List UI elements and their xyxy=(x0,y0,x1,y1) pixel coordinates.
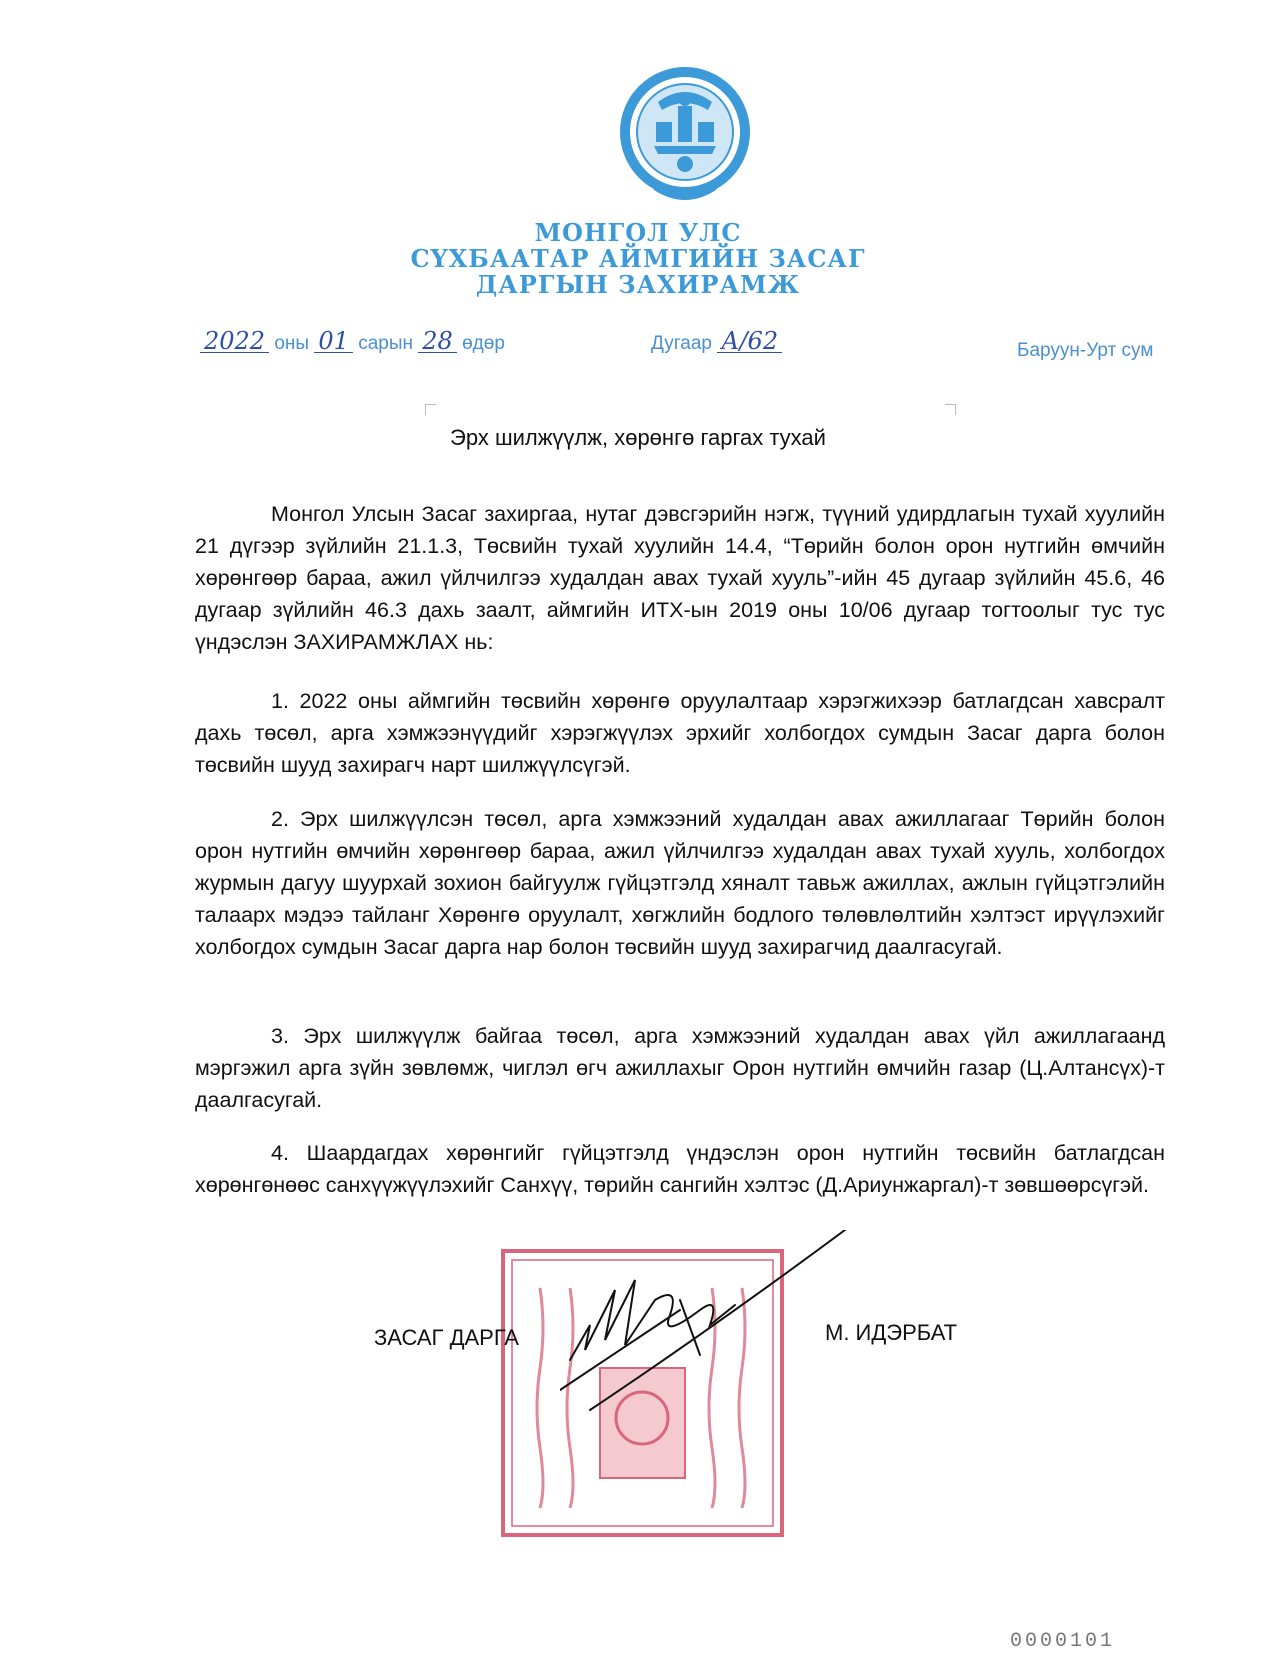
clause-1: 1. 2022 оны аймгийн төсвийн хөрөнгө оруулалтаар хэрэгжихээр батлагдсан хавсралт дахь төсөл, арга хэмжээнүүдийг хэрэгжүүлэх эрхийг холбогдох сумдын Засаг дарга болон төсвийн шууд захирагч нарт шилжүүлсүгэй. xyxy=(195,689,1165,777)
document-place: Баруун-Урт сум xyxy=(1017,340,1154,361)
document-number xyxy=(651,327,782,355)
clause-3: 3. Эрх шилжүүлж байгаа төсөл, арга хэмжээний худалдан авах үйл ажиллагаанд мэргэжил арга зүйн зөвлөмж, чиглэл өгч ажиллахыг Орон нутгийн өмчийн газар (Ц.Алтансүх)-т даалгасугай. xyxy=(195,1024,1165,1112)
signer-role: ЗАСАГ ДАРГА xyxy=(374,1325,519,1350)
title-corner-right xyxy=(945,404,956,415)
header-line-3: ДАРГЫН ЗАХИРАМЖ xyxy=(475,270,801,299)
signer-name: М. ИДЭРБАТ xyxy=(825,1320,958,1345)
footer-serial-number: 0000101 xyxy=(1010,1630,1116,1653)
date-year: 2022 xyxy=(200,330,269,353)
number-value: А/62 xyxy=(717,330,782,353)
document-date xyxy=(200,327,505,355)
document-title: Эрх шилжүүлж, хөрөнгө гаргах тухай xyxy=(450,425,826,450)
date-month: 01 xyxy=(314,330,353,353)
header-line-1: МОНГОЛ УЛС xyxy=(534,218,742,247)
date-year-label: оны xyxy=(274,333,310,354)
clause-4: 4. Шаардагдах хөрөнгийг гүйцэтгэлд үндэслэн орон нутгийн төсвийн батлагдсан хөрөнгөнөөс санхүүжүүлэхийг Санхүү, төрийн сангийн хэлтэс (Д.Ариунжаргал)-т зөвшөөрсүгэй. xyxy=(195,1141,1165,1197)
preamble-paragraph: Монгол Улсын Засаг захиргаа, нутаг дэвсгэрийн нэгж, түүний удирдлагын тухай хуулийн 21 дүгээр зүйлийн 21.1.3, Төсвийн тухай хуулийн 14.4, “Төрийн болон орон нутгийн өмчийн хөрөнгөөр бараа, ажил үйлчилгээ худалдан авах тухай хууль”-ийн 45 дугаар зүйлийн 45.6, 46 дугаар зүйлийн 46.3 дахь заалт, аймгийн ИТХ-ын 2019 оны 10/06 дугаар тогтоолыг тус тус үндэслэн ЗАХИРАМЖЛАХ нь: xyxy=(195,502,1165,654)
handwritten-signature-icon xyxy=(560,1230,870,1430)
state-emblem-icon xyxy=(618,62,752,212)
title-corner-left xyxy=(425,404,436,415)
date-month-label: сарын xyxy=(358,333,413,354)
date-day-label: өдөр xyxy=(462,333,505,354)
number-label: Дугаар xyxy=(651,333,712,354)
date-day: 28 xyxy=(418,330,457,353)
header-line-2: СҮХБААТАР АЙМГИЙН ЗАСАГ xyxy=(410,244,866,273)
clause-2: 2. Эрх шилжүүлсэн төсөл, арга хэмжээний худалдан авах ажиллагааг Төрийн болон орон нутгийн өмчийн хөрөнгөөр бараа, ажил үйлчилгээ худалдан авах тухай хууль, холбогдох журмын дагуу шуурхай зохион байгуулж гүйцэтгэлд хяналт тавьж ажиллах, ажлын гүйцэтгэлийн талаарх мэдээ тайланг Хөрөнгө оруулалт, хөгжлийн бодлого төлөвлөлтийн хэлтэст ирүүлэхийг холбогдох сумдын Засаг дарга нар болон төсвийн шууд захирагчид даалгасугай. xyxy=(195,807,1165,959)
